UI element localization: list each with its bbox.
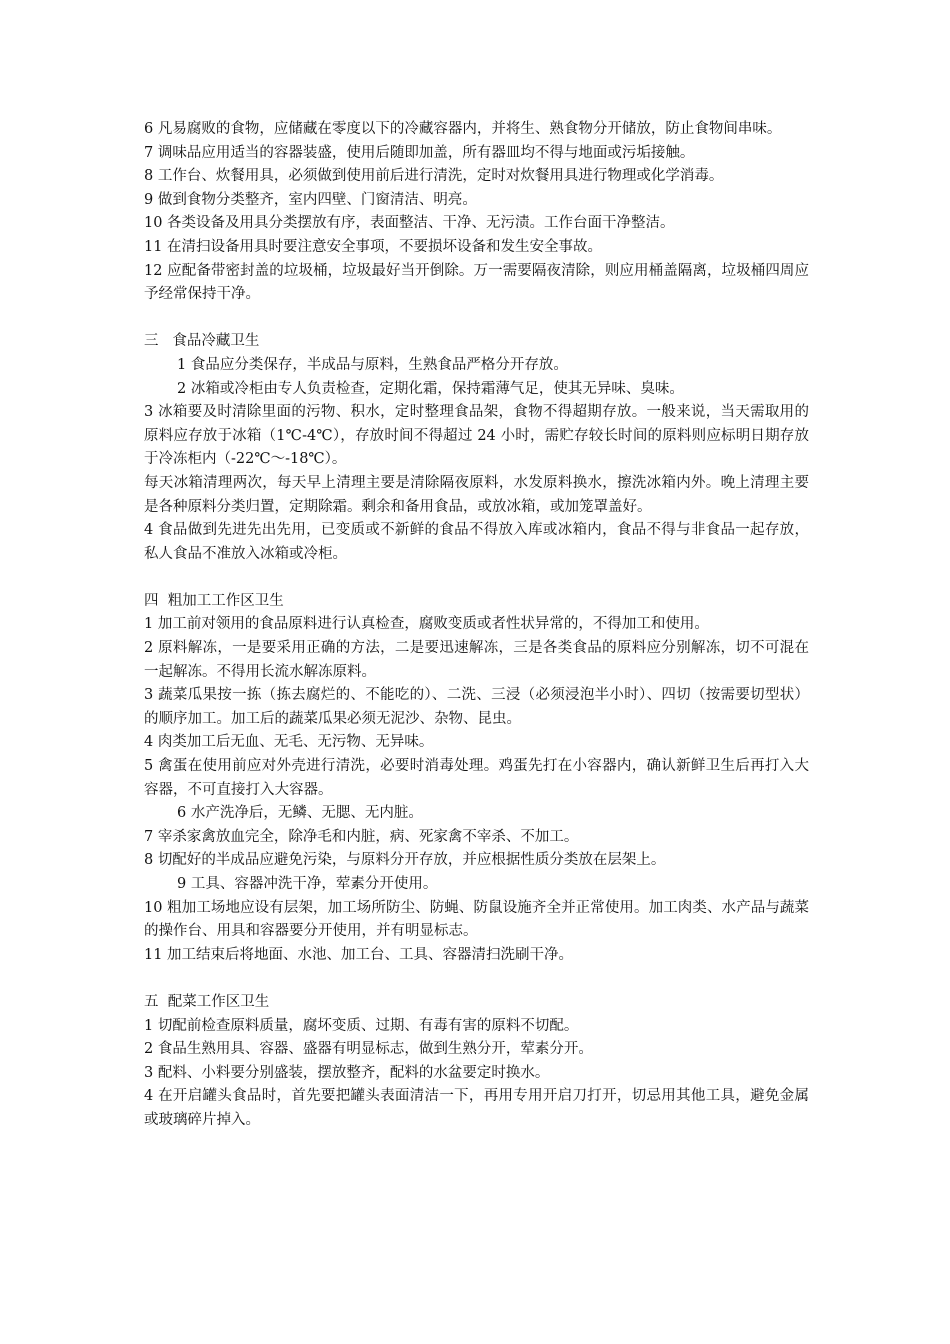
- paragraph: 3 配料、小料要分别盛装，摆放整齐，配料的水盆要定时换水。: [144, 1064, 550, 1081]
- paragraph: 1 切配前检查原料质量，腐坏变质、过期、有毒有害的原料不切配。: [144, 1017, 579, 1034]
- paragraph: 8 切配好的半成品应避免污染，与原料分开存放，并应根据性质分类放在层架上。: [144, 852, 666, 869]
- spacer: [144, 566, 809, 590]
- paragraph: 11 在清扫设备用具时要注意安全事项，不要损坏设备和发生安全事故。: [144, 238, 603, 255]
- paragraph: 11 加工结束后将地面、水池、加工台、工具、容器清扫洗刷干净。: [144, 946, 574, 963]
- paragraph: 6 水产洗净后，无鳞、无腮、无内脏。: [177, 805, 423, 822]
- paragraph: 10 粗加工场地应设有层架，加工场所防尘、防蝇、防鼠设施齐全并正常使用。加工肉类、水产品与蔬菜的操作台、用具和容器要分开使用，并有明显标志。: [144, 899, 809, 940]
- paragraph: 7 宰杀家禽放血完全，除净毛和内脏，病、死家禽不宰杀、不加工。: [144, 828, 579, 845]
- paragraph: 6 凡易腐败的食物，应储藏在零度以下的冷藏容器内，并将生、熟食物分开储放，防止食物间串味。: [144, 121, 782, 137]
- paragraph: 10 各类设备及用具分类摆放有序，表面整洁、干净、无污渍。工作台面干净整洁。: [144, 215, 675, 232]
- paragraph: 3 蔬菜瓜果按一拣（拣去腐烂的、不能吃的）、二洗、三浸（必须浸泡半小时）、四切（按需要切型状）的顺序加工。加工后的蔬菜瓜果必须无泥沙、杂物、昆虫。: [144, 687, 809, 727]
- section-heading: 三 食品冷藏卫生: [144, 333, 260, 350]
- spacer: [144, 307, 809, 331]
- paragraph: 2 原料解冻，一是要采用正确的方法，二是要迅速解冻，三是各类食品的原料应分别解冻，切不可混在一起解冻。不得用长流水解冻原料。: [144, 640, 809, 680]
- paragraph: 4 肉类加工后无血、无毛、无污物、无异味。: [144, 734, 434, 751]
- paragraph: 4 食品做到先进先出先用，已变质或不新鲜的食品不得放入库或冰箱内，食品不得与非食品一起存放，私人食品不准放入冰箱或冷柜。: [144, 522, 809, 562]
- paragraph: 12 应配备带密封盖的垃圾桶，垃圾最好当开倒除。万一需要隔夜清除，则应用桶盖隔离，垃圾桶四周应予经常保持干净。: [144, 262, 809, 303]
- paragraph: 每天冰箱清理两次，每天早上清理主要是清除隔夜原料，水发原料换水，擦洗冰箱内外。晚上清理主要是各种原料分类归置，定期除霜。剩余和备用食品，或放冰箱，或加笼罩盖好。: [144, 474, 809, 515]
- spacer: [144, 967, 809, 991]
- paragraph: 1 加工前对领用的食品原料进行认真检查，腐败变质或者性状异常的，不得加工和使用。: [144, 616, 709, 633]
- paragraph: 9 做到食物分类整齐，室内四壁、门窗清洁、明亮。: [144, 191, 477, 208]
- paragraph: 5 禽蛋在使用前应对外壳进行清洗，必要时消毒处理。鸡蛋先打在小容器内，确认新鲜卫生后再打入大容器，不可直接打入大容器。: [144, 758, 809, 798]
- paragraph: 1 食品应分类保存，半成品与原料，生熟食品严格分开存放。: [177, 356, 568, 373]
- paragraph: 8 工作台、炊餐用具，必须做到使用前后进行清洗，定时对炊餐用具进行物理或化学消毒。: [144, 168, 724, 185]
- paragraph: 2 冰箱或冷柜由专人负责检查，定期化霜，保持霜薄气足，使其无异味、臭味。: [177, 380, 684, 397]
- paragraph: 9 工具、容器冲洗干净，荤素分开使用。: [177, 876, 438, 892]
- paragraph: 2 食品生熟用具、容器、盛器有明显标志，做到生熟分开，荤素分开。: [144, 1041, 593, 1058]
- paragraph: 3 冰箱要及时清除里面的污物、积水，定时整理食品架，食物不得超期存放。一般来说，当天需取用的原料应存放于冰箱（1℃-4℃），存放时间不得超过 24 小时，需贮存较长时间的原料则应标明日期存放于冷冻柜内（-22℃～-18℃）。: [144, 404, 809, 468]
- document-page: [144, 118, 809, 1133]
- section-heading: 四 粗加工工作区卫生: [144, 592, 284, 609]
- section-heading: 五 配菜工作区卫生: [144, 993, 270, 1010]
- paragraph: 7 调味品应用适当的容器装盛，使用后随即加盖，所有器皿均不得与地面或污垢接触。: [144, 144, 695, 161]
- paragraph: 4 在开启罐头食品时，首先要把罐头表面清洁一下，再用专用开启刀打开，切忌用其他工具，避免金属或玻璃碎片掉入。: [144, 1088, 809, 1128]
